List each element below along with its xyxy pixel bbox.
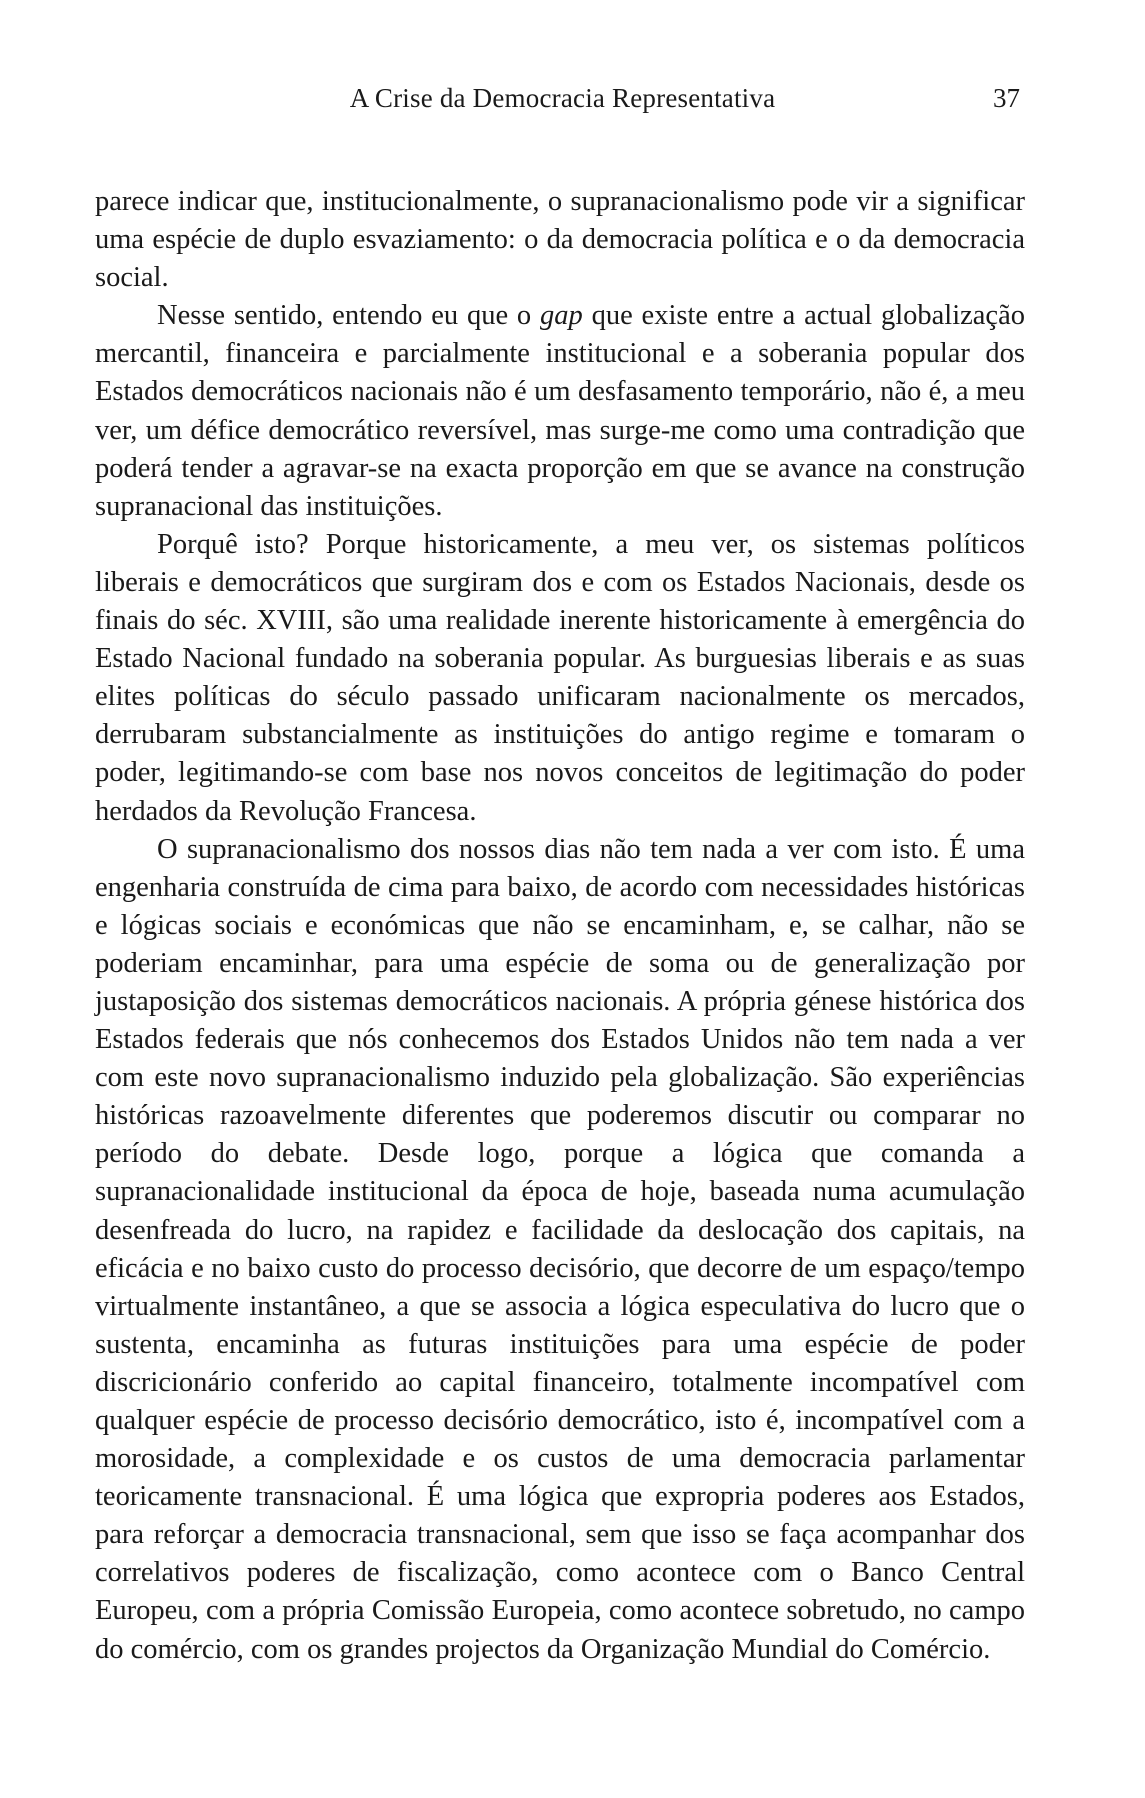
page-number: 37 (993, 83, 1020, 113)
running-header (95, 78, 1030, 118)
paragraph-2-text-before: Nesse sentido, entendo eu que o (157, 300, 540, 332)
paragraph-3 (95, 526, 1025, 831)
paragraph-2-emphasis: gap (540, 300, 583, 332)
paragraph-4-text: O supranacionalismo dos nossos dias não tem nada a ver com isto. É uma engenharia construída de cima para baixo, de acordo com necessidades históricas e lógicas sociais e económicas que não se encaminham, e, se calhar, não se poderiam encaminhar, para uma espécie de soma ou de generalização por justaposição dos sistemas democráticos nacionais. A própria génese histórica dos Estados federais que nós conhecemos dos Estados Unidos não tem nada a ver com este novo supranacionalismo induzido pela globalização. São experiências históricas razoavelmente diferentes que poderemos discutir ou comparar no período do debate. Desde logo, porque a lógica que comanda a supranacionalidade institucional da época de hoje, baseada numa acumulação desenfreada do lucro, na rapidez e facilidade da deslocação dos capitais, na eficácia e no baixo custo do processo decisório, que decorre de um espaço/tempo virtualmente instantâneo, a que se associa a lógica especulativa do lucro que o sustenta, encaminha as futuras instituições para uma espécie de poder discricionário conferido ao capital financeiro, totalmente incompatível com qualquer espécie de processo decisório democrático, isto é, incompatível com a morosidade, a complexidade e os custos de uma democracia parlamentar teoricamente transnacional. É uma lógica que expropria poderes aos Estados, para reforçar a democracia transnacional, sem que isso se faça acompanhar dos correlativos poderes de fiscalização, como acontece com o Banco Central Europeu, com a própria Comissão Europeia, como acontece sobretudo, no campo do comércio, com os grandes projectos da Organização Mundial do Comércio. (95, 833, 1025, 1665)
running-title: A Crise da Democracia Representativa (349, 83, 776, 113)
paragraph-1-text: parece indicar que, institucionalmente, o supranacionalismo pode vir a significar uma espécie de duplo esvaziamento: o da democracia política e o da democracia social. (95, 186, 1025, 294)
paragraph-1 (95, 183, 1025, 297)
paragraph-3-text: Porquê isto? Porque historicamente, a meu ver, os sistemas políticos liberais e democráticos que surgiram dos e com os Estados Nacionais, desde os finais do séc. XVIII, são uma realidade inerente historicamente à emergência do Estado Nacional fundado na soberania popular. As burguesias liberais e as suas elites políticas do século passado unificaram nacionalmente os mercados, derrubaram substancialmente as instituições do antigo regime e tomaram o poder, legitimando-se com base nos novos conceitos de legitimação do poder herdados da Revolução Francesa. (95, 528, 1025, 827)
paragraph-2-text-after: que existe entre a actual globalização mercantil, financeira e parcialmente institucional e a soberania popular dos Estados democráticos nacionais não é um desfasamento temporário, não é, a meu ver, um défice democrático reversível, mas surge-me como uma contradição que poderá tender a agravar-se na exacta proporção em que se avance na construção supranacional das instituições. (95, 300, 1025, 522)
paragraph-4 (95, 831, 1025, 1669)
body-text (95, 183, 1025, 1669)
paragraph-2 (95, 297, 1025, 526)
